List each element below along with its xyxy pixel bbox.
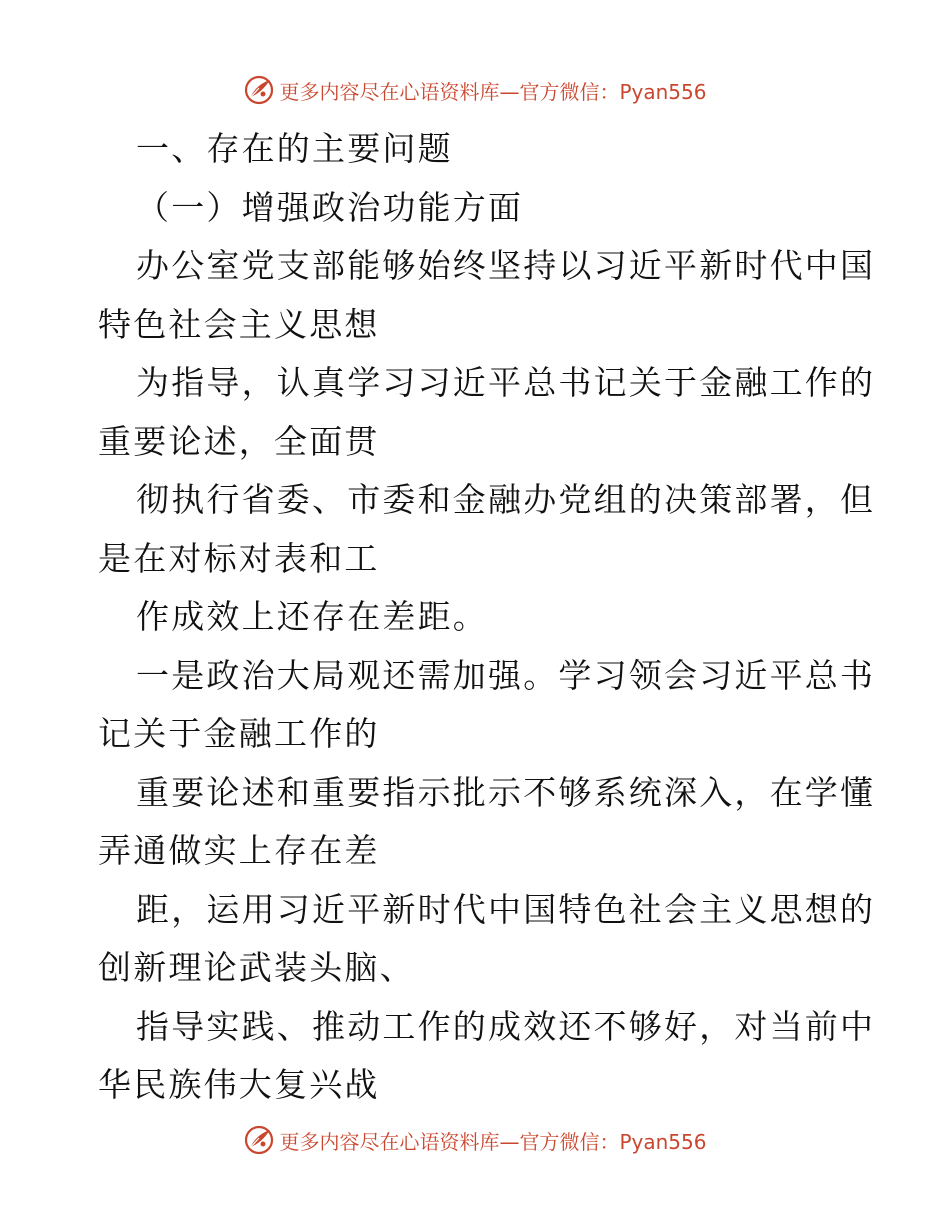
text-line: 华民族伟大复兴战 [98,1065,380,1104]
text-line: 一、存在的主要问题 [136,129,453,168]
watermark-banner-bottom [0,1120,950,1160]
watermark-text: 更多内容尽在心语资料库—官方微信：Pyan556 [279,1129,707,1154]
text-line: 是在对标对表和工 [98,538,380,578]
text-line: 距，运用习近平新时代中国特色社会主义思想的 [136,889,876,929]
text-line: 记关于金融工作的 [98,714,380,753]
text-line: 为指导，认真学习习近平总书记关于金融工作的 [136,363,876,402]
watermark-text: 更多内容尽在心语资料库—官方微信：Pyan556 [279,79,707,104]
text-line: 作成效上还存在差距。 [136,597,488,636]
text-line: 重要论述，全面贯 [98,421,380,461]
watermark-banner-top [0,70,950,110]
feather-pen-logo-icon [243,1124,275,1156]
text-line: 一是政治大局观还需加强。学习领会习近平总书 [136,655,876,695]
text-line: 彻执行省委、市委和金融办党组的决策部署，但 [136,480,876,519]
text-line: 特色社会主义思想 [98,304,380,344]
document-body [98,120,876,1115]
feather-pen-logo-icon [243,74,275,106]
text-line: 办公室党支部能够始终坚持以习近平新时代中国 [136,246,876,285]
text-line: 创新理论武装头脑、 [98,948,415,987]
text-line: 指导实践、推动工作的成效还不够好，对当前中 [136,1006,876,1046]
text-line: 重要论述和重要指示批示不够系统深入，在学懂 [136,772,876,812]
text-line: 弄通做实上存在差 [98,831,380,870]
text-line: （一）增强政治功能方面 [136,187,524,227]
